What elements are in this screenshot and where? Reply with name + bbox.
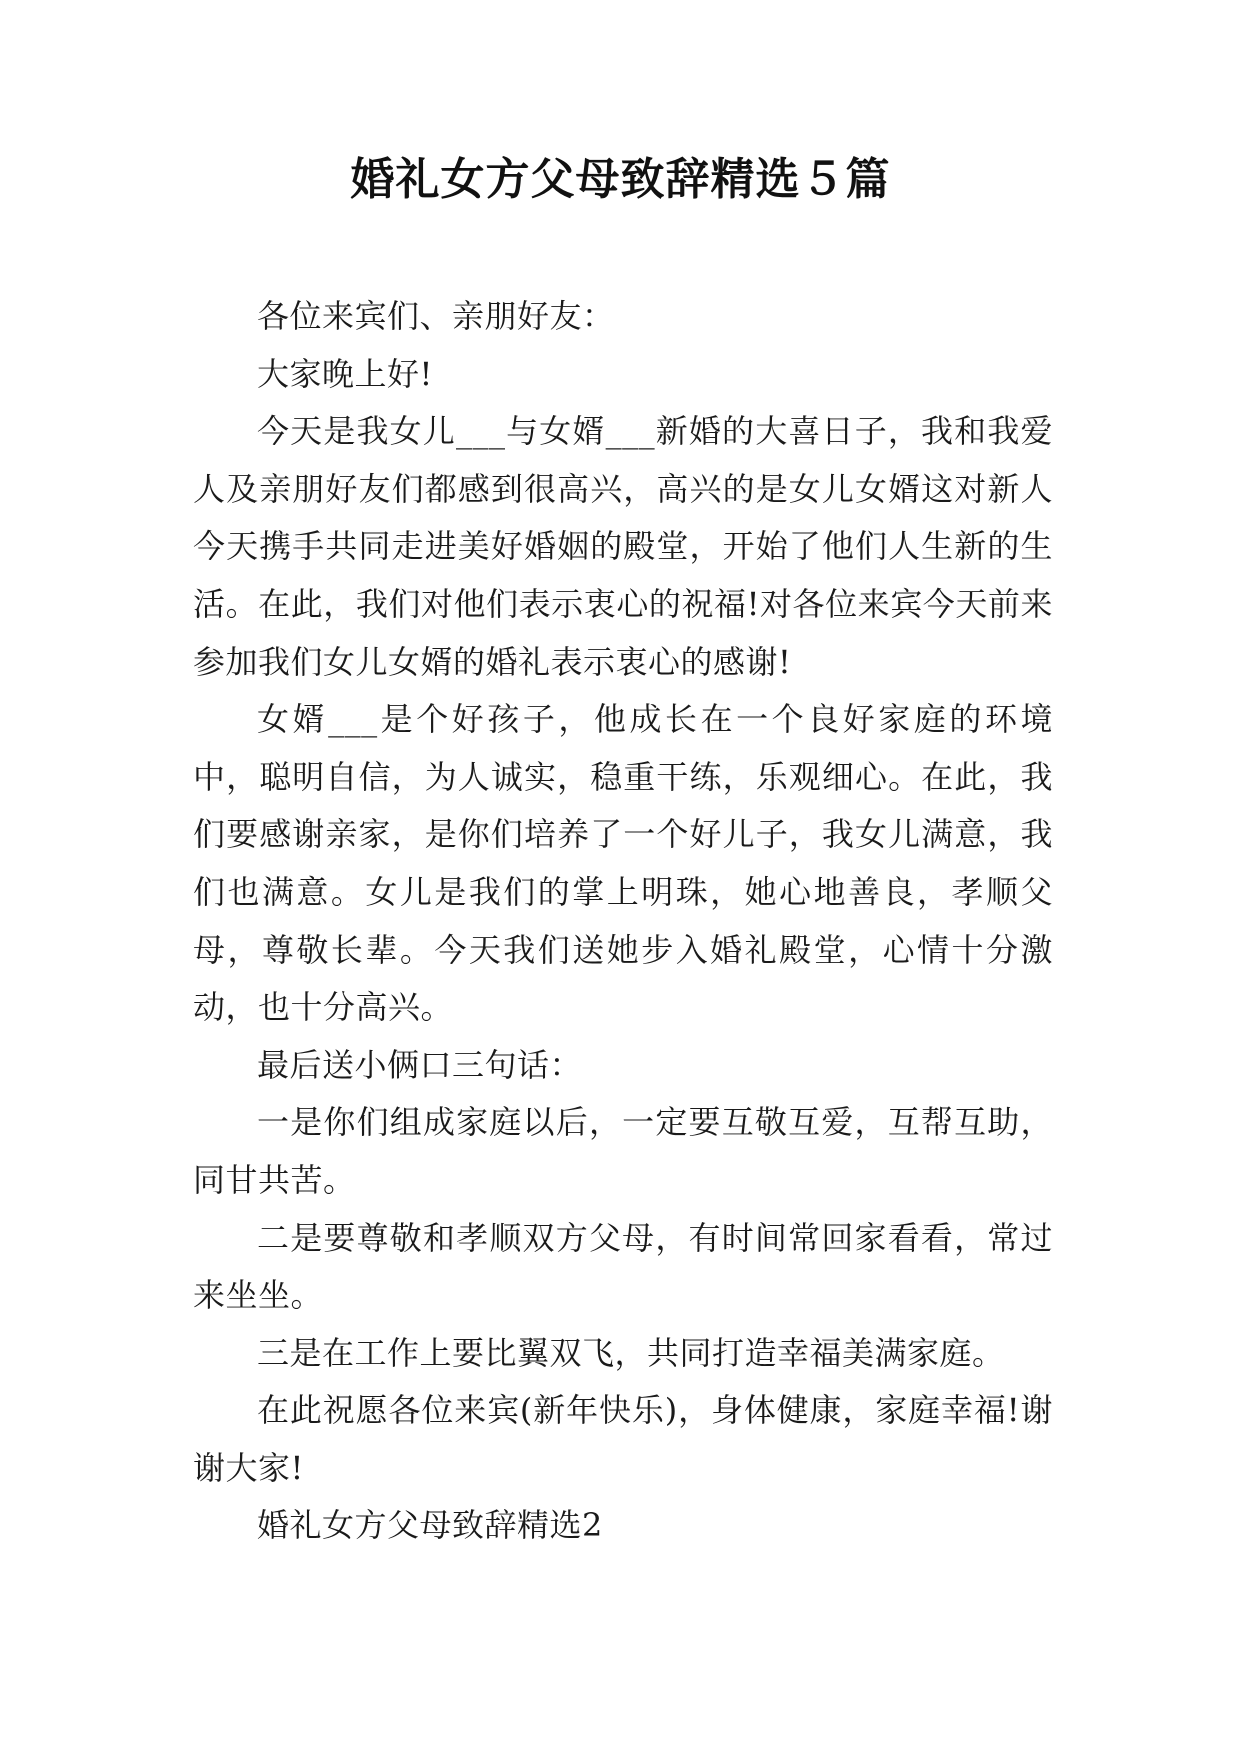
document-body [193, 288, 1053, 1555]
document-title: 婚礼女方父母致辞精选５篇 [350, 154, 891, 205]
paragraph-point-three: 三是在工作上要比翼双飞，共同打造幸福美满家庭。 [257, 1333, 1005, 1372]
paragraph-intro: 今天是我女儿___与女婿___新婚的大喜日子，我和我爱人及亲朋好友们都感到很高兴，高兴的是女儿女婿这对新人今天携手共同走进美好婚姻的殿堂，开始了他们人生新的生活。在此，我们对他们表示衷心的祝福!对各位来宾今天前来参加我们女儿女婿的婚礼表示衷心的感谢! [193, 412, 1053, 681]
paragraph-greeting: 各位来宾们、亲朋好友： [257, 297, 615, 335]
paragraph-point-one: 一是你们组成家庭以后，一定要互敬互爱，互帮互助，同甘共苦。 [193, 1103, 1053, 1199]
paragraph-point-two: 二是要尊敬和孝顺双方父母，有时间常回家看看，常过来坐坐。 [193, 1218, 1053, 1315]
paragraph-son-in-law: 女婿___是个好孩子，他成长在一个良好家庭的环境中，聪明自信，为人诚实，稳重干练，乐观细心。在此，我们要感谢亲家，是你们培养了一个好儿子，我女儿满意，我们也满意。女儿是我们的掌上明珠，她心地善良，孝顺父母，尊敬长辈。今天我们送她步入婚礼殿堂，心情十分激动，也十分高兴。 [193, 700, 1053, 1027]
paragraph-three-words: 最后送小俩口三句话： [257, 1045, 583, 1084]
paragraph-closing: 在此祝愿各位来宾(新年快乐)，身体健康，家庭幸福!谢谢大家! [193, 1391, 1053, 1487]
section-heading-2: 婚礼女方父母致辞精选2 [257, 1506, 603, 1545]
paragraph-salutation: 大家晚上好! [257, 354, 433, 393]
